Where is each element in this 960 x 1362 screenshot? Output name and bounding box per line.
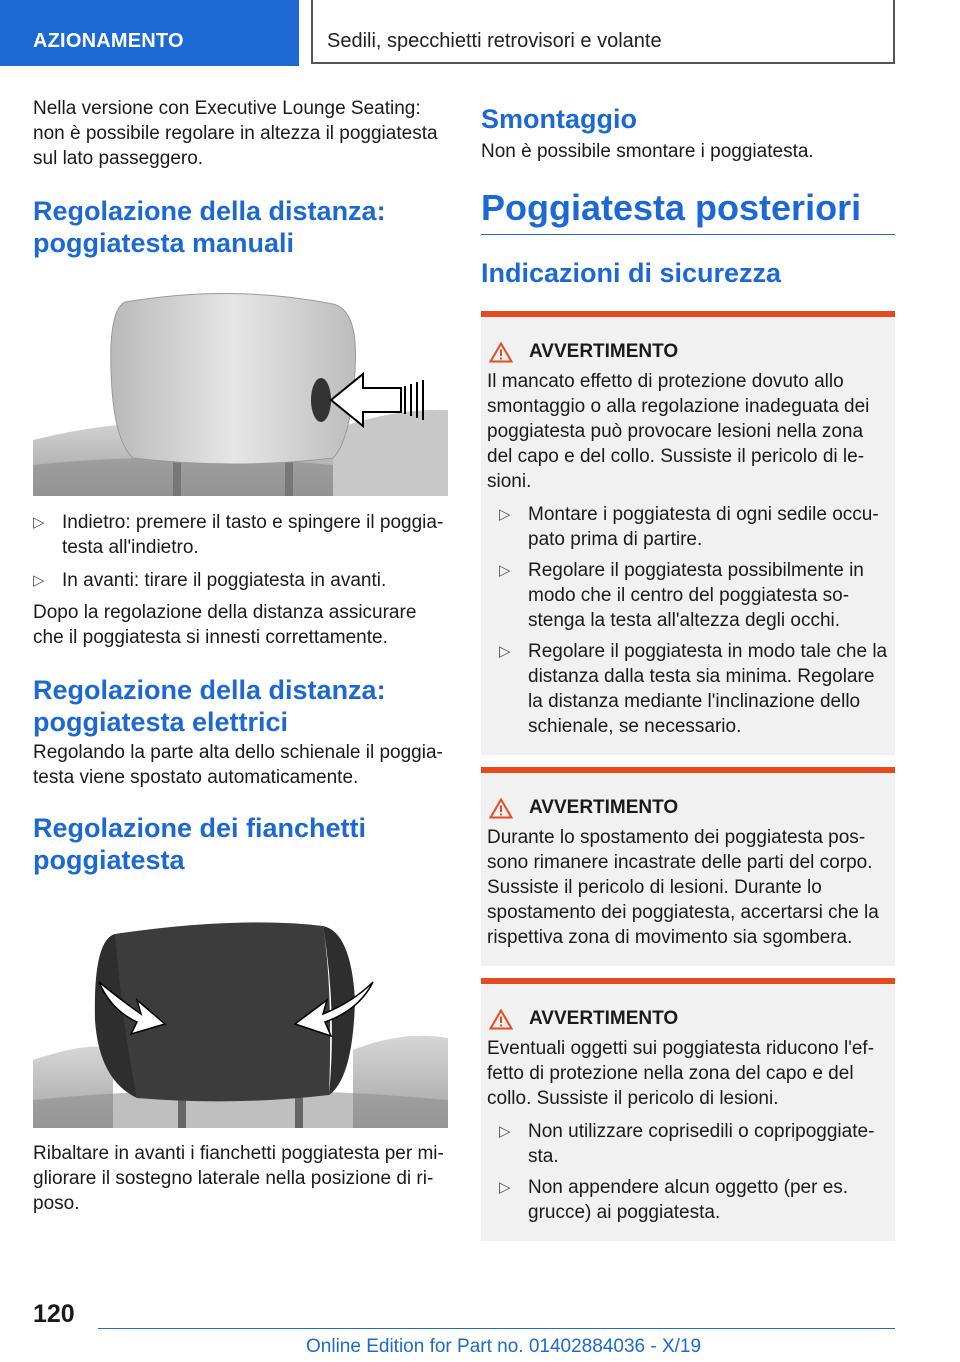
paragraph-elettrici: Regolando la parte alta dello schienale il poggiatesta viene spostato automaticamente. (33, 742, 443, 788)
warning-box-1 (481, 311, 895, 755)
warning-box-3 (481, 978, 895, 1241)
right-column (481, 96, 895, 1241)
bullet-triangle-icon: ▷ (33, 572, 45, 589)
warning-title-row (487, 1006, 889, 1032)
warning-triangle-icon (489, 798, 513, 819)
list-item: ▷ Regolare il poggiatesta possibilmente in modo che il centro del poggiatesta sostenga la testa all'altezza degli occhi. (499, 560, 864, 631)
bullet-triangle-icon: ▷ (499, 1179, 511, 1196)
paragraph-after-manuali: Dopo la regolazione della distanza assicurare che il poggiatesta si innesti correttamente. (33, 602, 417, 648)
headrest-manual-illustration (33, 290, 448, 496)
headrest-wings-illustration (33, 910, 448, 1128)
heading-poggiatesta-posteriori: Poggiatesta posteriori (481, 187, 862, 228)
page-number: 120 (33, 1300, 75, 1328)
footer-rule (98, 1328, 895, 1329)
list-item: ▷ Indietro: premere il tasto e spingere il poggiatesta all'indietro. (33, 512, 444, 558)
list-item: ▷ Non utilizzare coprisedili o copripoggiatesta. (499, 1121, 875, 1167)
left-column (33, 96, 448, 1216)
warning-text: Eventuali oggetti sui poggiatesta riducono l'effetto di protezione nella zona del capo e del collo. Sussiste il pericolo di lesioni. (487, 1038, 875, 1109)
header-section-label: AZIONAMENTO (33, 30, 184, 52)
heading-posteriori-wrapper (481, 186, 895, 235)
bullet-triangle-icon: ▷ (499, 1123, 511, 1140)
bullet-list-manuali (33, 510, 448, 593)
heading-fianchetti: Regolazione dei fianchetti poggiatesta (33, 813, 367, 875)
bullet-triangle-icon: ▷ (499, 643, 511, 660)
list-item: ▷ In avanti: tirare il poggiatesta in avanti. (33, 570, 387, 591)
heading-smontaggio: Smontaggio (481, 104, 637, 134)
warning-triangle-icon (489, 342, 513, 363)
headrest-manual-drawing (33, 290, 448, 496)
bullet-triangle-icon: ▷ (499, 562, 511, 579)
warning-title-row (487, 339, 889, 365)
header-section-tab (0, 0, 299, 66)
list-item: ▷ Montare i poggiatesta di ogni sedile occupato prima di partire. (499, 504, 879, 550)
warning-title: AVVERTIMENTO (529, 341, 679, 362)
warning-bullets (499, 502, 889, 739)
bullet-triangle-icon: ▷ (33, 514, 45, 531)
footer-edition: Online Edition for Part no. 01402884036 - X/19 (306, 1336, 702, 1357)
bullet-triangle-icon: ▷ (499, 506, 511, 523)
header-chapter-box (311, 0, 895, 64)
warning-text: Durante lo spostamento dei poggiatesta possono rimanere incastrate delle parti del corpo. Sussiste il pericolo di lesioni. Durante lo spostamento dei poggiatesta, accertarsi che la rispettiva zona di movimento sia sgombera. (487, 827, 879, 948)
paragraph-smontaggio: Non è possibile smontare i poggiatesta. (481, 141, 814, 162)
warning-title: AVVERTIMENTO (529, 797, 679, 818)
warning-triangle-icon (489, 1009, 513, 1030)
heading-distanza-elettrici: Regolazione della distanza: poggiatesta elettrici (33, 675, 386, 737)
intro-paragraph: Nella versione con Executive Lounge Seating: non è possibile regolare in altezza il poggiatesta sul lato passeggero. (33, 98, 438, 169)
warning-box-2 (481, 767, 895, 966)
heading-sicurezza: Indicazioni di sicurezza (481, 258, 782, 288)
heading-distanza-manuali: Regolazione della distanza: poggiatesta manuali (33, 196, 386, 258)
paragraph-fianchetti: Ribaltare in avanti i fianchetti poggiatesta per migliorare il sostegno laterale nella posizione di riposo. (33, 1143, 444, 1214)
warning-text: Il mancato effetto di protezione dovuto allo smontaggio o alla regolazione inadeguata dei poggiatesta può provocare lesioni nella zona del capo e del collo. Sussiste il pericolo di lesioni. (487, 371, 870, 492)
warning-title: AVVERTIMENTO (529, 1008, 679, 1029)
list-item: ▷ Non appendere alcun oggetto (per es. grucce) ai poggiatesta. (499, 1177, 849, 1223)
headrest-wings-drawing (33, 910, 448, 1128)
warning-bullets (499, 1119, 889, 1225)
warning-title-row (487, 795, 889, 821)
list-item: ▷ Regolare il poggiatesta in modo tale che la distanza dalla testa sia minima. Regolare la distanza mediante l'inclinazione dello schienale, se necessario. (499, 641, 888, 737)
header-chapter-label: Sedili, specchietti retrovisori e volante (327, 30, 662, 52)
